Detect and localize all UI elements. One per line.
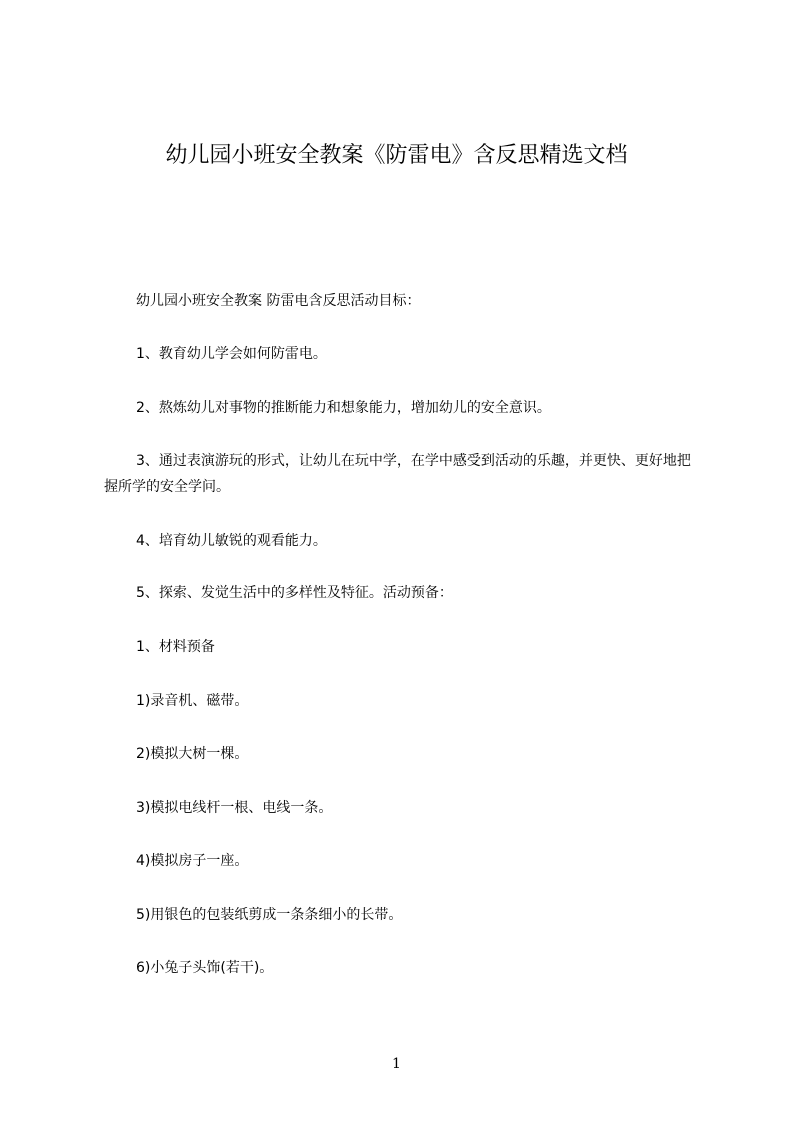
paragraph-goal-2: 2、熬炼幼儿对事物的推断能力和想象能力，增加幼儿的安全意识。 (136, 400, 551, 416)
paragraph-materials-heading: 1、材料预备 (136, 639, 215, 655)
paragraph-material-4: 4)模拟房子一座。 (136, 853, 249, 869)
paragraph-material-6: 6)小兔子头饰(若干)。 (136, 960, 274, 976)
paragraph-goal-1: 1、教育幼儿学会如何防雷电。 (136, 346, 327, 362)
document-title: 幼儿园小班安全教案《防雷电》含反思精选文档 (165, 143, 628, 168)
paragraph-goal-4: 4、培育幼儿敏锐的观看能力。 (136, 533, 327, 549)
paragraph-goal-5: 5、探索、发觉生活中的多样性及特征。活动预备： (136, 585, 453, 601)
paragraph-material-1: 1)录音机、磁带。 (136, 693, 249, 709)
paragraph-objectives-heading: 幼儿园小班安全教案 防雷电含反思活动目标： (136, 293, 421, 309)
paragraph-material-5: 5)用银色的包装纸剪成一条条细小的长带。 (136, 907, 403, 923)
paragraph-goal-3: 3、通过表演游玩的形式，让幼儿在玩中学，在学中感受到活动的乐趣，并更快、更好地把握所学的安全学问。 (104, 453, 691, 495)
page-number: 1 (392, 1056, 401, 1072)
paragraph-material-2: 2)模拟大树一棵。 (136, 746, 249, 762)
paragraph-material-3: 3)模拟电线杆一根、电线一条。 (136, 800, 333, 816)
